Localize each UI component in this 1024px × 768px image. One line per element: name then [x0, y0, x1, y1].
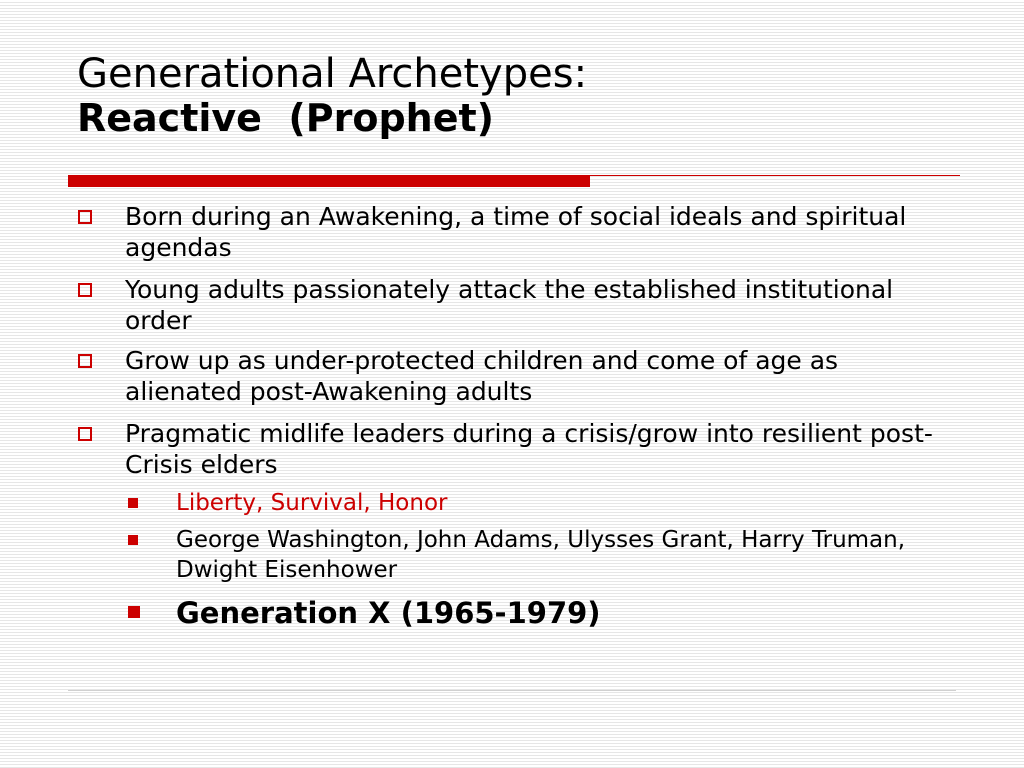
bullet-item-3: [78, 345, 958, 407]
filled-square-icon: [128, 498, 138, 508]
footer-rule: [68, 690, 956, 691]
filled-square-icon: [128, 535, 138, 545]
sub-bullet-text: Liberty, Survival, Honor: [176, 490, 448, 516]
bullet-text: Pragmatic midlife leaders during a crisis/grow into resilient post-Crisis elders: [125, 419, 933, 479]
hollow-square-icon: [78, 354, 92, 368]
filled-square-icon: [128, 606, 140, 618]
title-line-1: Generational Archetypes:: [77, 51, 588, 97]
sub-bullet-values: [128, 488, 958, 518]
hollow-square-icon: [78, 427, 92, 441]
sub-bullet-text: George Washington, John Adams, Ulysses Grant, Harry Truman, Dwight Eisenhower: [176, 527, 906, 583]
bullet-item-2: [78, 274, 958, 336]
title-line-2: Reactive (Prophet): [77, 95, 495, 140]
bullet-text: Grow up as under-protected children and come of age as alienated post-Awakening adults: [125, 346, 839, 406]
bullet-text: Born during an Awakening, a time of social ideals and spiritual agendas: [125, 202, 907, 262]
hollow-square-icon: [78, 210, 92, 224]
generation-label: Generation X (1965-1979): [176, 596, 601, 630]
bullet-item-1: [78, 201, 958, 263]
bullet-item-4: [78, 418, 958, 480]
sub-bullet-examples: [128, 525, 958, 585]
bullet-text: Young adults passionately attack the established institutional order: [125, 275, 894, 335]
title-underline-rule: [590, 175, 960, 176]
hollow-square-icon: [78, 283, 92, 297]
slide-title: [77, 52, 957, 139]
sub-bullet-generation: [128, 595, 958, 631]
title-underline-bar: [68, 175, 590, 187]
